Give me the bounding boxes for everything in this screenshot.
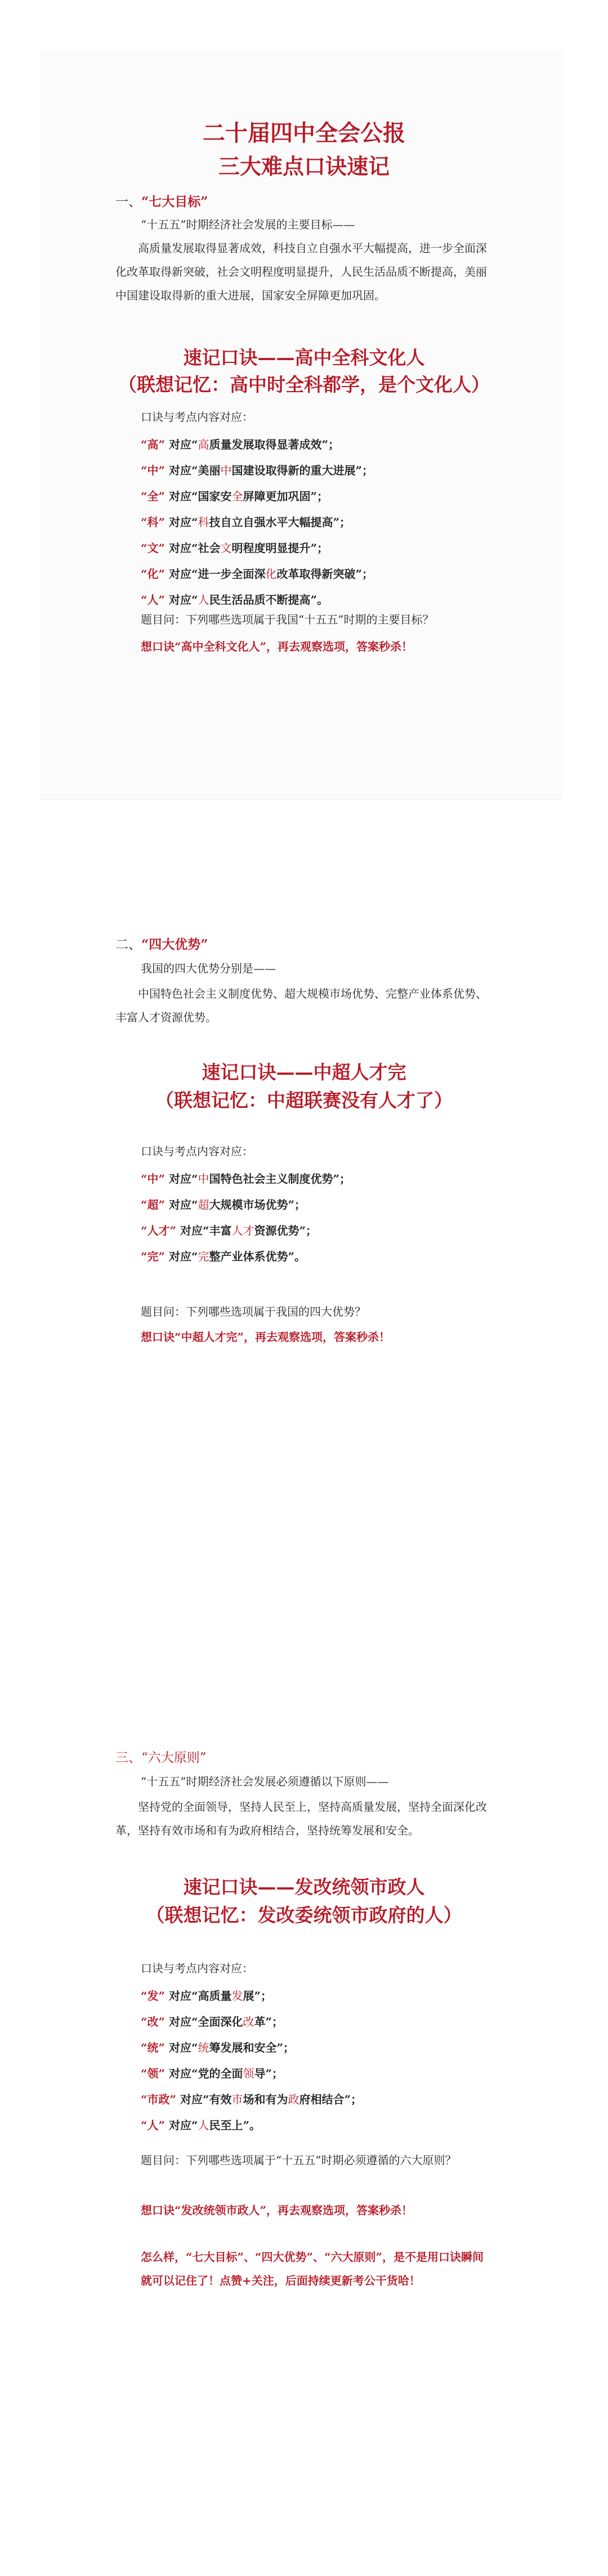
mnemonic-highlight: 完 bbox=[198, 1250, 209, 1263]
mnemonic-text: 民生活品质不断提高”。 bbox=[209, 593, 328, 607]
mnemonic-text: 质量发展取得显著成效”； bbox=[209, 438, 339, 451]
mnemonic-item bbox=[141, 2013, 283, 2029]
mnemonic-key: “完” bbox=[141, 1250, 166, 1263]
mnemonic-text: 展”； bbox=[243, 1989, 272, 2003]
mnemonic-text: 国特色社会主义制度优势”； bbox=[209, 1172, 351, 1186]
mnemonic-key: “超” bbox=[141, 1198, 166, 1211]
mnemonic-key: “中” bbox=[141, 1172, 166, 1186]
mnemonic-highlight: 中 bbox=[220, 464, 232, 477]
section1-body: 高质量发展取得显著成效，科技自立自强水平大幅提高，进一步全面深化改革取得新突破，社会文明程度明显提升，人民生活品质不断提高，美丽中国建设取得新的重大进展，国家安全屏障更加巩固。 bbox=[115, 241, 487, 302]
mnemonic-text: 明程度明显提升”； bbox=[231, 541, 328, 555]
mnemonic-item bbox=[141, 565, 373, 581]
mnemonic-item bbox=[141, 539, 328, 555]
section1-heading bbox=[115, 191, 208, 210]
mnemonic-highlight: 统 bbox=[198, 2041, 209, 2054]
section1-name: “七大目标” bbox=[141, 194, 208, 209]
mnemonic-key: “全” bbox=[141, 490, 166, 503]
mnemonic-key: “人” bbox=[141, 2119, 166, 2132]
section2-answer: 想口诀“中超人才完”，再去观察选项，答案秒杀！ bbox=[141, 1330, 391, 1344]
mnemonic-text: 国建设取得新的重大进展”； bbox=[231, 464, 373, 477]
mnemonic-highlight: 中 bbox=[198, 1172, 209, 1186]
mnemonic-text: 改革取得新突破”； bbox=[276, 567, 373, 581]
mnemonic-highlight: 发 bbox=[231, 1989, 243, 2003]
mnemonic-highlight: 改 bbox=[243, 2015, 254, 2029]
section2-body: 中国特色社会主义制度优势、超大规模市场优势、完整产业体系优势、丰富人才资源优势。 bbox=[115, 987, 487, 1024]
mnemonic-key: “发” bbox=[141, 1989, 166, 2003]
mnemonic-text: 整产业体系优势”。 bbox=[209, 1250, 306, 1263]
mnemonic-text: 革”； bbox=[254, 2015, 283, 2029]
section1-slogan: 速记口诀——高中全科文化人 bbox=[183, 347, 425, 369]
mnemonic-text: 对应“ bbox=[165, 2041, 198, 2054]
mnemonic-text: 对应“ bbox=[165, 1250, 198, 1263]
mnemonic-text: 导”； bbox=[254, 2067, 283, 2080]
mnemonic-item bbox=[141, 2065, 283, 2081]
mnemonic-item bbox=[141, 2090, 362, 2107]
section2-intro: 我国的四大优势分别是—— bbox=[141, 962, 276, 975]
mnemonic-item bbox=[141, 1222, 317, 1238]
mnemonic-item bbox=[141, 1170, 351, 1186]
mnemonic-item bbox=[141, 1987, 272, 2003]
mnemonic-key: “领” bbox=[141, 2067, 166, 2080]
mnemonic-key: “统” bbox=[141, 2041, 166, 2054]
mnemonic-text: 对应“ bbox=[165, 2119, 198, 2132]
section2-lead: 口诀与考点内容对应： bbox=[141, 1145, 253, 1158]
section3-lead: 口诀与考点内容对应： bbox=[141, 1962, 253, 1975]
section3-prefix: 三、 bbox=[115, 1751, 141, 1765]
mnemonic-item bbox=[141, 513, 351, 529]
mnemonic-highlight: 人 bbox=[198, 2119, 209, 2132]
page-subtitle: 三大难点口诀速记 bbox=[218, 154, 390, 179]
mnemonic-item bbox=[141, 1196, 306, 1212]
mnemonic-text: 筹发展和安全”； bbox=[209, 2041, 294, 2054]
section2-slogan: 速记口诀——中超人才完 bbox=[202, 1061, 406, 1083]
mnemonic-key: “高” bbox=[141, 438, 166, 451]
mnemonic-text: 对应“国家安 bbox=[165, 490, 232, 503]
closing-note: 怎么样，“七大目标”、“四大优势”、“六大原则”，是不是用口诀瞬间就可以记住了！点赞+关注，后面持续更新考公干货哈！ bbox=[141, 2250, 484, 2287]
section1-memory-hint: （联想记忆：高中时全科都学，是个文化人） bbox=[118, 374, 490, 396]
mnemonic-item bbox=[141, 487, 328, 504]
mnemonic-highlight: 领 bbox=[243, 2067, 254, 2080]
section1-lead: 口诀与考点内容对应： bbox=[141, 410, 253, 424]
mnemonic-text: 屏障更加巩固”； bbox=[243, 490, 328, 503]
page-title: 二十届四中全会公报 bbox=[203, 120, 405, 146]
mnemonic-text: 对应“ bbox=[165, 1198, 198, 1211]
mnemonic-item bbox=[141, 461, 373, 478]
section3-question: 题目问：下列哪些选项属于“十五五”时期必须遵循的六大原则？ bbox=[141, 2153, 457, 2167]
mnemonic-highlight: 化 bbox=[265, 567, 277, 581]
mnemonic-text: 对应“ bbox=[165, 515, 198, 529]
mnemonic-highlight: 文 bbox=[220, 541, 232, 555]
mnemonic-text: 场和有为 bbox=[243, 2093, 288, 2106]
mnemonic-text: 对应“党的全面 bbox=[165, 2067, 243, 2080]
section2-memory-hint: （联想记忆：中超联赛没有人才了） bbox=[155, 1089, 453, 1111]
mnemonic-text: 对应“丰富 bbox=[176, 1224, 232, 1237]
section1-answer: 想口诀“高中全科文化人”，再去观察选项，答案秒杀！ bbox=[141, 640, 413, 653]
mnemonic-key: “科” bbox=[141, 515, 166, 529]
mnemonic-highlight: 超 bbox=[198, 1198, 209, 1211]
mnemonic-text: 对应“进一步全面深 bbox=[165, 567, 266, 581]
mnemonic-item bbox=[141, 2039, 294, 2055]
mnemonic-highlight: 高 bbox=[198, 438, 209, 451]
mnemonic-text: 资源优势”； bbox=[254, 1224, 317, 1237]
section3-slogan: 速记口诀——发改统领市政人 bbox=[183, 1876, 425, 1898]
mnemonic-highlight: 全 bbox=[231, 490, 243, 503]
section3-intro: “十五五”时期经济社会发展必须遵循以下原则—— bbox=[141, 1775, 389, 1788]
mnemonic-key: “化” bbox=[141, 567, 166, 581]
mnemonic-item bbox=[141, 436, 339, 452]
section1-question: 题目问：下列哪些选项属于我国“十五五”时期的主要目标？ bbox=[141, 613, 434, 626]
mnemonic-text: 对应“社会 bbox=[165, 541, 221, 555]
section2-question: 题目问：下列哪些选项属于我国的四大优势？ bbox=[141, 1305, 366, 1318]
mnemonic-highlight: 人 bbox=[198, 593, 209, 607]
mnemonic-key: “人” bbox=[141, 593, 166, 607]
mnemonic-text: 大规模市场优势”； bbox=[209, 1198, 306, 1211]
mnemonic-key: “人才” bbox=[141, 1224, 177, 1237]
mnemonic-text: 对应“有效 bbox=[176, 2093, 232, 2106]
mnemonic-highlight: 政 bbox=[288, 2093, 299, 2106]
section3-name: “六大原则” bbox=[141, 1751, 207, 1765]
section2-name: “四大优势” bbox=[141, 937, 208, 952]
mnemonic-text: 民至上”。 bbox=[209, 2119, 261, 2132]
section3-memory-hint: （联想记忆：发改委统领市政府的人） bbox=[146, 1904, 462, 1926]
mnemonic-highlight: 市 bbox=[231, 2093, 243, 2106]
mnemonic-text: 对应“ bbox=[165, 1172, 198, 1186]
section1-intro: “十五五”时期经济社会发展的主要目标—— bbox=[141, 218, 355, 231]
mnemonic-item bbox=[141, 1247, 306, 1264]
section3-body: 坚持党的全面领导，坚持人民至上，坚持高质量发展，坚持全面深化改革，坚持有效市场和有为政府相结合，坚持统筹发展和安全。 bbox=[115, 1800, 487, 1837]
mnemonic-text: 技自立自强水平大幅提高”； bbox=[209, 515, 351, 529]
section3-answer: 想口诀“发改统领市政人”，再去观察选项，答案秒杀！ bbox=[141, 2203, 413, 2217]
section2-heading bbox=[115, 934, 208, 953]
mnemonic-text: 对应“ bbox=[165, 593, 198, 607]
mnemonic-key: “中” bbox=[141, 464, 166, 477]
mnemonic-text: 对应“高质量 bbox=[165, 1989, 232, 2003]
mnemonic-key: “文” bbox=[141, 541, 166, 555]
mnemonic-key: “市政” bbox=[141, 2093, 177, 2106]
mnemonic-key: “改” bbox=[141, 2015, 166, 2029]
mnemonic-highlight: 人才 bbox=[231, 1224, 254, 1237]
section2-prefix: 二、 bbox=[115, 937, 141, 952]
mnemonic-text: 对应“全面深化 bbox=[165, 2015, 243, 2029]
section1-prefix: 一、 bbox=[115, 195, 141, 209]
mnemonic-item bbox=[141, 591, 328, 607]
mnemonic-text: 对应“美丽 bbox=[165, 464, 221, 477]
mnemonic-item bbox=[141, 2116, 261, 2133]
mnemonic-highlight: 科 bbox=[198, 515, 209, 529]
mnemonic-text: 对应“ bbox=[165, 438, 198, 451]
section3-heading bbox=[115, 1747, 207, 1766]
mnemonic-text: 府相结合”； bbox=[299, 2093, 362, 2106]
